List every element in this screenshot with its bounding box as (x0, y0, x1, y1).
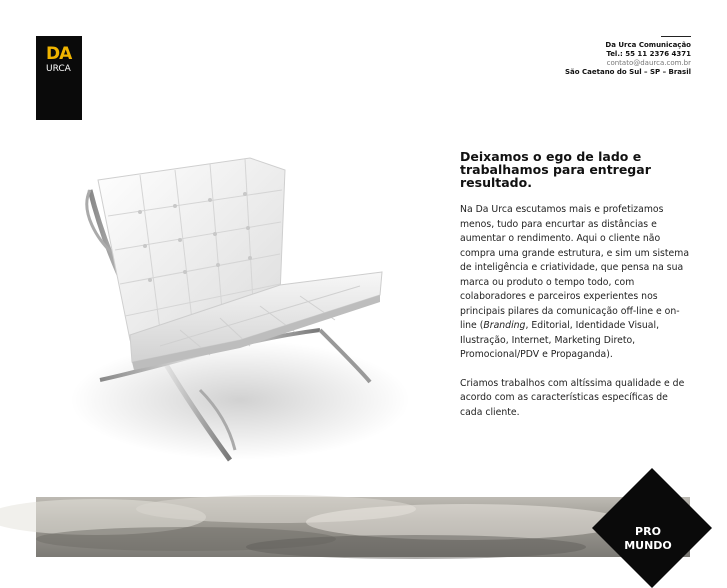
badge-line-2: MUNDO (624, 539, 672, 552)
branding-emphasis: Branding (483, 320, 526, 331)
about-paragraph-1-start: Na Da Urca escutamos mais e profetizamos menos, tudo para encurtar as distâncias e aumentar o rendimento. Aqui o cliente não compra uma grande estrutura, e sim um sistema de inteligência e criatividade, que pensa na sua marca ou produto o tempo todo, com colaboradores e parceiros experientes nos principais pilares da comunicação off-line e on-line ( (460, 204, 690, 331)
contact-info (565, 36, 691, 77)
company-name: Da Urca Comunicação (605, 41, 691, 49)
about-paragraph-1-end: , Editorial, Identidade Visual, Ilustração, Internet, Marketing Direto, Promocional/PDV e Propaganda). (460, 320, 660, 360)
company-address: São Caetano do Sul – SP – Brasil (565, 68, 691, 76)
contact-divider (661, 36, 691, 37)
about-section (460, 150, 690, 420)
about-paragraph-1 (460, 203, 690, 363)
pro-mundo-label[interactable] (618, 525, 678, 553)
headline: Deixamos o ego de lado e trabalhamos para entregar resultado. (460, 149, 651, 190)
da-urca-logo[interactable] (36, 36, 82, 120)
phone-number: Tel.: 55 11 2376 4371 (606, 50, 691, 58)
badge-line-1: PRO (635, 525, 661, 538)
logo-mark-da: DA (46, 44, 72, 64)
about-paragraph-2: Criamos trabalhos com altíssima qualidade e de acordo com as características específicas de cada cliente. (460, 377, 685, 418)
barcelona-chair-image (70, 150, 410, 470)
logo-mark-urca: URCA (46, 64, 71, 74)
email-link[interactable]: contato@daurca.com.br (606, 59, 691, 67)
